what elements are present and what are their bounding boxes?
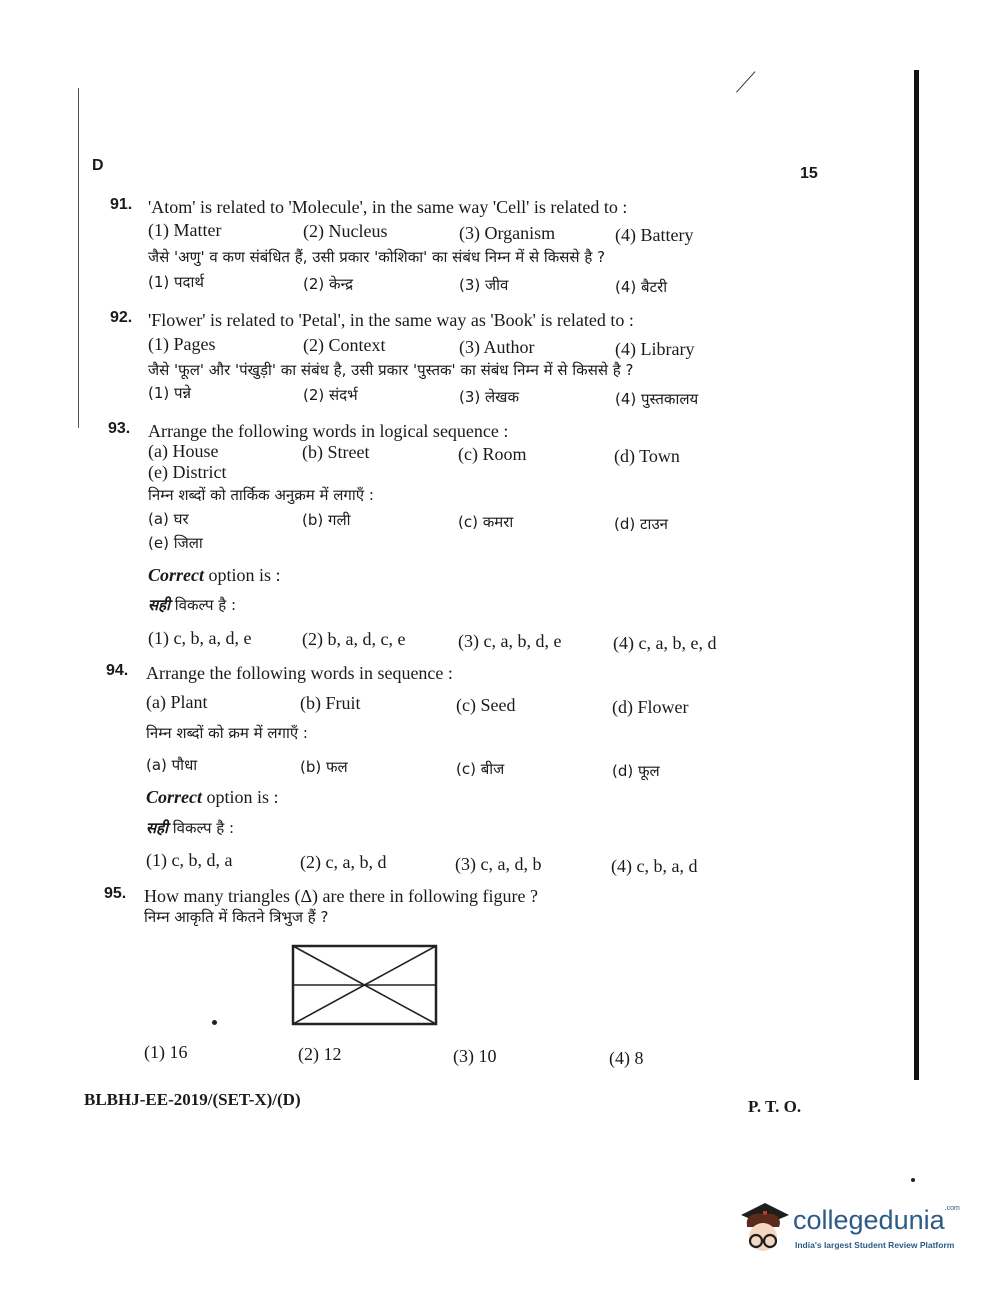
word-a-hi: (a) घर: [148, 510, 189, 528]
option-2[interactable]: (2) c, a, b, d: [300, 852, 387, 872]
option-1[interactable]: (1) 16: [144, 1042, 188, 1062]
option-3[interactable]: (3) 10: [453, 1046, 497, 1066]
word-d: (d) Town: [614, 446, 680, 466]
option-3-hi[interactable]: (3) जीव: [459, 276, 509, 294]
option-1[interactable]: (1) c, b, d, a: [146, 850, 233, 870]
word-b: (b) Fruit: [300, 693, 361, 713]
option-4-hi[interactable]: (4) बैटरी: [615, 278, 668, 296]
option-3[interactable]: (3) c, a, b, d, e: [458, 631, 562, 651]
pen-mark: [736, 71, 755, 92]
question-text-hi: जैसे 'अणु' व कण संबंधित हैं, उसी प्रकार 'कोशिका' का संबंध निम्न में से किससे है ?: [148, 248, 606, 266]
question-text-hi: निम्न आकृति में कितने त्रिभुज हैं ?: [144, 908, 329, 926]
option-2[interactable]: (2) Context: [303, 335, 386, 355]
correct-rest: option is :: [204, 565, 281, 585]
option-1-hi[interactable]: (1) पन्ने: [148, 384, 192, 402]
question-text-hi: जैसे 'फूल' और 'पंखुड़ी' का संबंध है, उसी प्रकार 'पुस्तक' का संबंध निम्न में से किससे है ?: [148, 361, 634, 379]
correct-emphasis: Correct: [146, 787, 202, 807]
option-4[interactable]: (4) 8: [609, 1048, 644, 1068]
ink-dot: [212, 1020, 217, 1025]
option-4[interactable]: (4) c, a, b, e, d: [613, 633, 717, 653]
word-a-hi: (a) पौधा: [146, 756, 198, 774]
option-4[interactable]: (4) Battery: [615, 225, 694, 245]
word-c: (c) Seed: [456, 695, 516, 715]
page-number: 15: [800, 165, 818, 182]
question-number: 93.: [108, 420, 131, 437]
brand-word: collegedunia: [793, 1205, 945, 1235]
option-3[interactable]: (3) c, a, d, b: [455, 854, 542, 874]
ink-dot: [911, 1178, 915, 1182]
set-letter: D: [92, 157, 104, 174]
word-b: (b) Street: [302, 442, 370, 462]
question-text-hi: निम्न शब्दों को क्रम में लगाएँ :: [146, 724, 308, 742]
correct-emphasis-hi: सही: [146, 819, 168, 837]
option-4[interactable]: (4) c, b, a, d: [611, 856, 698, 876]
word-e-hi: (e) जिला: [148, 534, 203, 552]
correct-option-label-en: [148, 564, 281, 586]
right-margin-bar: [914, 70, 919, 1080]
word-c-hi: (c) बीज: [456, 760, 505, 778]
word-d-hi: (d) फूल: [612, 762, 660, 780]
word-b-hi: (b) गली: [302, 511, 351, 529]
correct-rest-hi: विकल्प है :: [168, 819, 235, 837]
question-number: 92.: [110, 309, 133, 326]
question-text-en: Arrange the following words in logical sequence :: [148, 421, 509, 441]
question-number: 91.: [110, 196, 133, 213]
brand-suffix: .com: [944, 1205, 960, 1212]
correct-rest: option is :: [202, 787, 279, 807]
correct-rest-hi: विकल्प है :: [170, 596, 237, 614]
student-mascot-icon: [735, 1197, 791, 1259]
option-1[interactable]: (1) c, b, a, d, e: [148, 628, 252, 648]
option-3-hi[interactable]: (3) लेखक: [459, 388, 519, 406]
option-1[interactable]: (1) Pages: [148, 334, 216, 354]
left-margin-line: [78, 88, 79, 428]
question-text-hi: निम्न शब्दों को तार्किक अनुक्रम में लगाएँ :: [148, 486, 374, 504]
correct-option-label-hi: [148, 594, 236, 616]
word-d: (d) Flower: [612, 697, 689, 717]
word-e: (e) District: [148, 462, 227, 482]
option-4[interactable]: (4) Library: [615, 339, 695, 359]
word-a: (a) Plant: [146, 692, 208, 712]
question-text-en: Arrange the following words in sequence :: [146, 663, 453, 683]
option-2[interactable]: (2) 12: [298, 1044, 342, 1064]
option-3[interactable]: (3) Author: [459, 337, 535, 357]
question-number: 94.: [106, 662, 129, 679]
page-turn-over: P. T. O.: [748, 1097, 802, 1116]
question-number: 95.: [104, 885, 127, 902]
correct-emphasis-hi: सही: [148, 596, 170, 614]
brand-tagline: India's largest Student Review Platform: [795, 1240, 955, 1250]
question-text-en: How many triangles (Δ) are there in following figure ?: [144, 886, 538, 906]
option-1[interactable]: (1) Matter: [148, 220, 222, 240]
option-1-hi[interactable]: (1) पदार्थ: [148, 273, 204, 291]
brand-name: [793, 1205, 960, 1236]
word-b-hi: (b) फल: [300, 758, 348, 776]
option-3[interactable]: (3) Organism: [459, 223, 556, 243]
option-2-hi[interactable]: (2) संदर्भ: [303, 386, 358, 404]
question-text-en: 'Flower' is related to 'Petal', in the same way as 'Book' is related to :: [148, 310, 634, 330]
correct-option-label-en: [146, 786, 279, 808]
set-code: BLBHJ-EE-2019/(SET-X)/(D): [84, 1090, 301, 1109]
question-text-en: 'Atom' is related to 'Molecule', in the same way 'Cell' is related to :: [148, 197, 628, 217]
collegedunia-watermark: [735, 1195, 965, 1265]
option-2-hi[interactable]: (2) केन्द्र: [303, 275, 354, 293]
triangle-figure: [290, 943, 440, 1027]
word-c-hi: (c) कमरा: [458, 513, 514, 531]
option-4-hi[interactable]: (4) पुस्तकालय: [615, 390, 699, 408]
option-2[interactable]: (2) b, a, d, c, e: [302, 629, 406, 649]
option-2[interactable]: (2) Nucleus: [303, 221, 388, 241]
word-c: (c) Room: [458, 444, 527, 464]
word-a: (a) House: [148, 441, 219, 461]
correct-option-label-hi: [146, 817, 234, 839]
correct-emphasis: Correct: [148, 565, 204, 585]
word-d-hi: (d) टाउन: [614, 515, 668, 533]
